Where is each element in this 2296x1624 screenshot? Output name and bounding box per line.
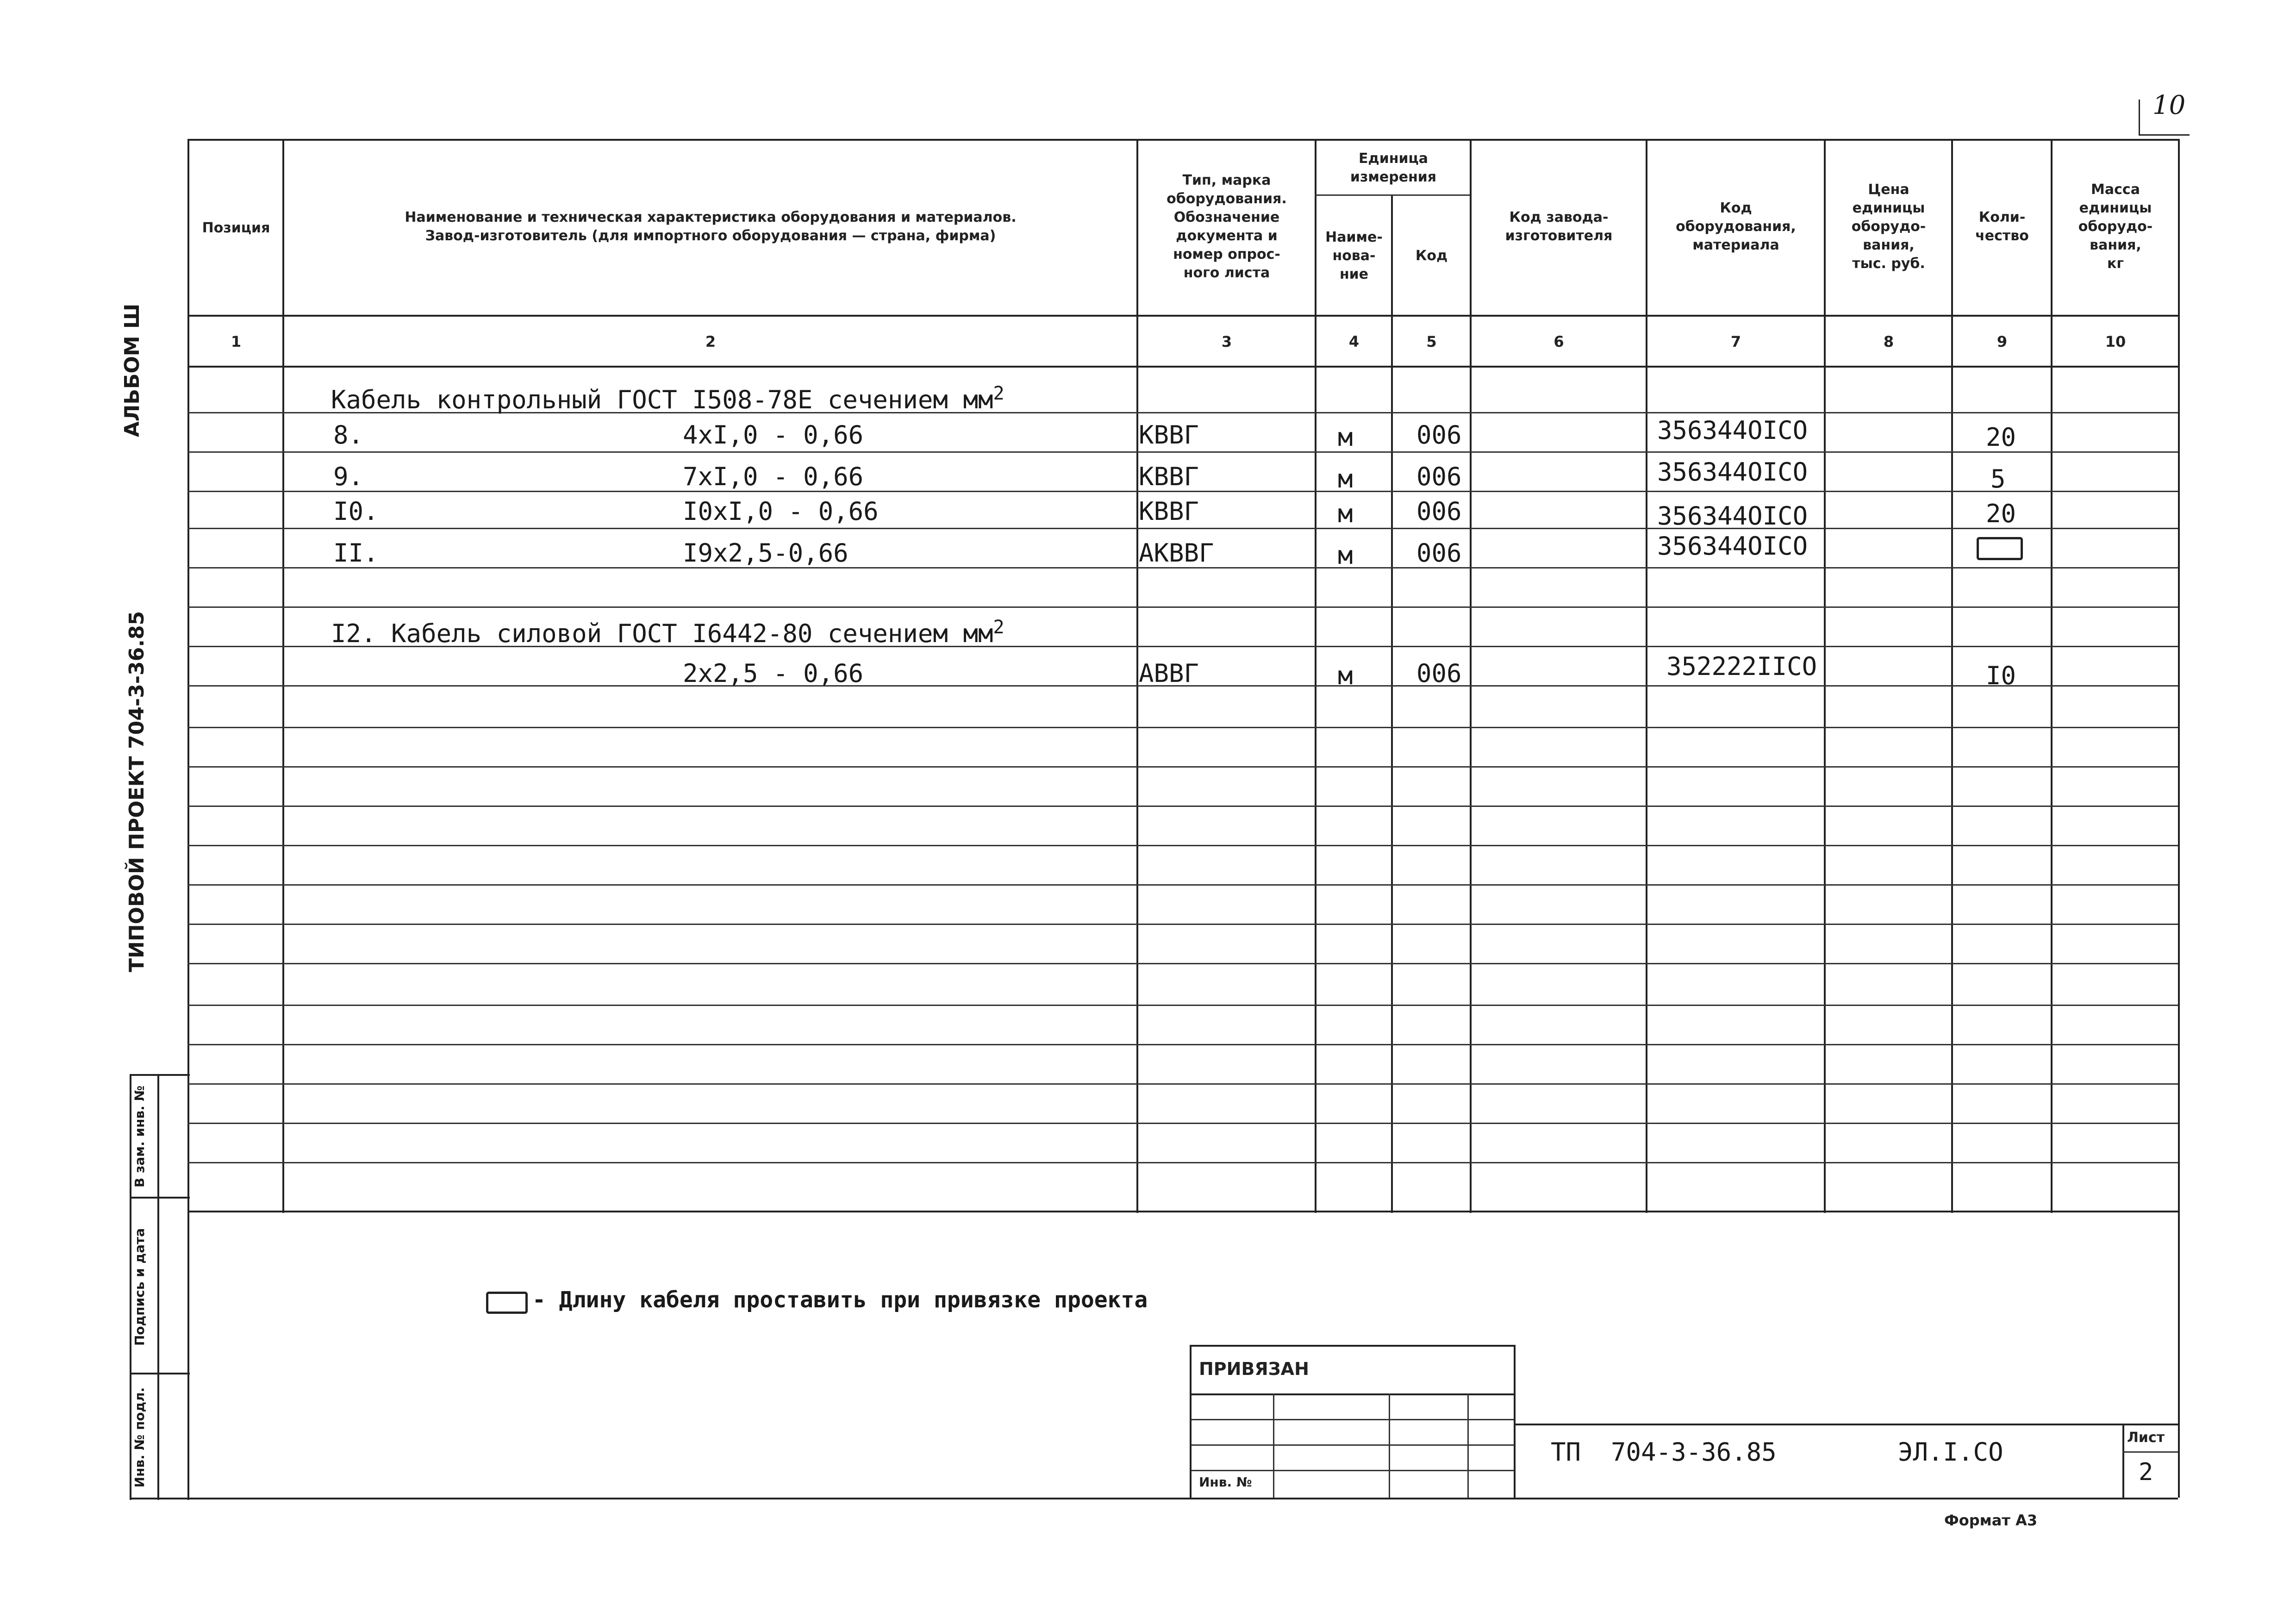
- row-unit: м: [1338, 661, 1353, 690]
- col-number: 5: [1426, 332, 1437, 350]
- header-type: Тип, марка оборудования. Обозначение документа и номер опрос- ного листа: [1167, 172, 1287, 281]
- note-text: - Длину кабеля проставить при привязке проекта: [532, 1287, 1148, 1313]
- sheet-number: 2: [2139, 1458, 2153, 1486]
- note-box-icon: [486, 1292, 528, 1314]
- sheet-mark: 10: [2152, 90, 2186, 120]
- row-position: II.: [333, 538, 379, 568]
- row-position: I0.: [333, 497, 379, 526]
- format-label: Формат А3: [1944, 1512, 2038, 1529]
- row-code: 006: [1416, 659, 1462, 688]
- section-heading: Кабель контрольный ГОСТ I508-78Е сечением $мм^2$: [331, 383, 1004, 414]
- row-type: АКВВГ: [1139, 538, 1214, 568]
- row-code: 006: [1416, 538, 1462, 568]
- row-qty: 20: [1986, 499, 2016, 528]
- col-number: 7: [1730, 332, 1741, 350]
- row-code: 006: [1416, 497, 1462, 526]
- header-position: Позиция: [202, 219, 270, 236]
- row-description: I0xI,0 - 0,66: [683, 497, 879, 526]
- row-qty: 20: [1986, 423, 2016, 452]
- row-description: 4xI,0 - 0,66: [683, 420, 864, 450]
- header-unit-name: Наиме- нова- ние: [1325, 229, 1383, 282]
- row-equip-code: 356344ОIСО: [1657, 416, 1808, 445]
- row-position: 8.: [333, 420, 364, 450]
- header-unit-code: Код: [1415, 247, 1448, 264]
- inv-label: Инв. №: [1199, 1474, 1252, 1490]
- header-mass: Масса единицы оборудо- вания, кг: [2078, 181, 2153, 272]
- col-number: 6: [1554, 332, 1564, 350]
- row-code: 006: [1416, 462, 1462, 491]
- sign-date-label: Подпись и дата: [132, 1228, 147, 1346]
- col-number: 3: [1221, 332, 1232, 350]
- header-price: Цена единицы оборудо- вания, тыс. руб.: [1851, 181, 1926, 272]
- row-description: 2x2,5 - 0,66: [683, 659, 864, 688]
- col-number: 8: [1883, 332, 1894, 350]
- row-description: 7xI,0 - 0,66: [683, 462, 864, 491]
- row-type: КВВГ: [1139, 497, 1199, 526]
- header-equip-code: Код оборудования, материала: [1676, 200, 1796, 253]
- header-name: Наименование и техническая характеристика оборудования и материалов. Завод-изготовитель (для импортного оборудования — страна, фирма): [405, 209, 1017, 244]
- col-number: 1: [231, 332, 242, 350]
- row-unit: м: [1338, 499, 1353, 528]
- sheet-label: Лист: [2127, 1430, 2165, 1446]
- row-qty: I0: [1986, 661, 2016, 690]
- row-description: I9x2,5-0,66: [683, 538, 849, 568]
- inv-replace-label: В зам. инв. №: [132, 1085, 147, 1188]
- col-number: 4: [1348, 332, 1360, 350]
- cable-length-box-icon: [1977, 537, 2023, 560]
- row-qty: 5: [1990, 464, 2006, 493]
- row-equip-code: 356344ОIСО: [1657, 457, 1808, 487]
- row-type: КВВГ: [1139, 420, 1199, 450]
- attached-label: ПРИВЯЗАН: [1199, 1359, 1309, 1379]
- project-label: ТИПОВОЙ ПРОЕКТ 704-3-36.85: [125, 611, 149, 972]
- col-number: 2: [705, 332, 716, 350]
- document-code: ЭЛ.I.СО: [1898, 1437, 2003, 1467]
- row-equip-code: 356344ОIСО: [1657, 531, 1808, 561]
- row-type: АВВГ: [1139, 659, 1199, 688]
- row-unit: м: [1338, 423, 1353, 452]
- header-qty: Коли- чество: [1975, 209, 2029, 244]
- row-position: 9.: [333, 462, 364, 491]
- album-label: АЛЬБОМ Ш: [120, 303, 144, 437]
- section-heading: I2. Кабель силовой ГОСТ I6442-80 сечением $мм^2$: [331, 617, 1004, 648]
- row-equip-code: 356344ОIСО: [1657, 501, 1808, 531]
- project-code: ТП 704-3-36.85: [1551, 1437, 1777, 1467]
- col-number: 10: [2105, 332, 2126, 350]
- row-unit: м: [1338, 541, 1353, 570]
- col-number: 9: [1997, 332, 2008, 350]
- header-unit: Единица измерения: [1350, 150, 1437, 185]
- row-type: КВВГ: [1139, 462, 1199, 491]
- inv-orig-label: Инв. № подл.: [132, 1387, 147, 1488]
- row-equip-code: 352222IIСО: [1666, 652, 1817, 681]
- row-unit: м: [1338, 464, 1353, 493]
- header-maker-code: Код завода- изготовителя: [1505, 209, 1613, 244]
- row-code: 006: [1416, 420, 1462, 450]
